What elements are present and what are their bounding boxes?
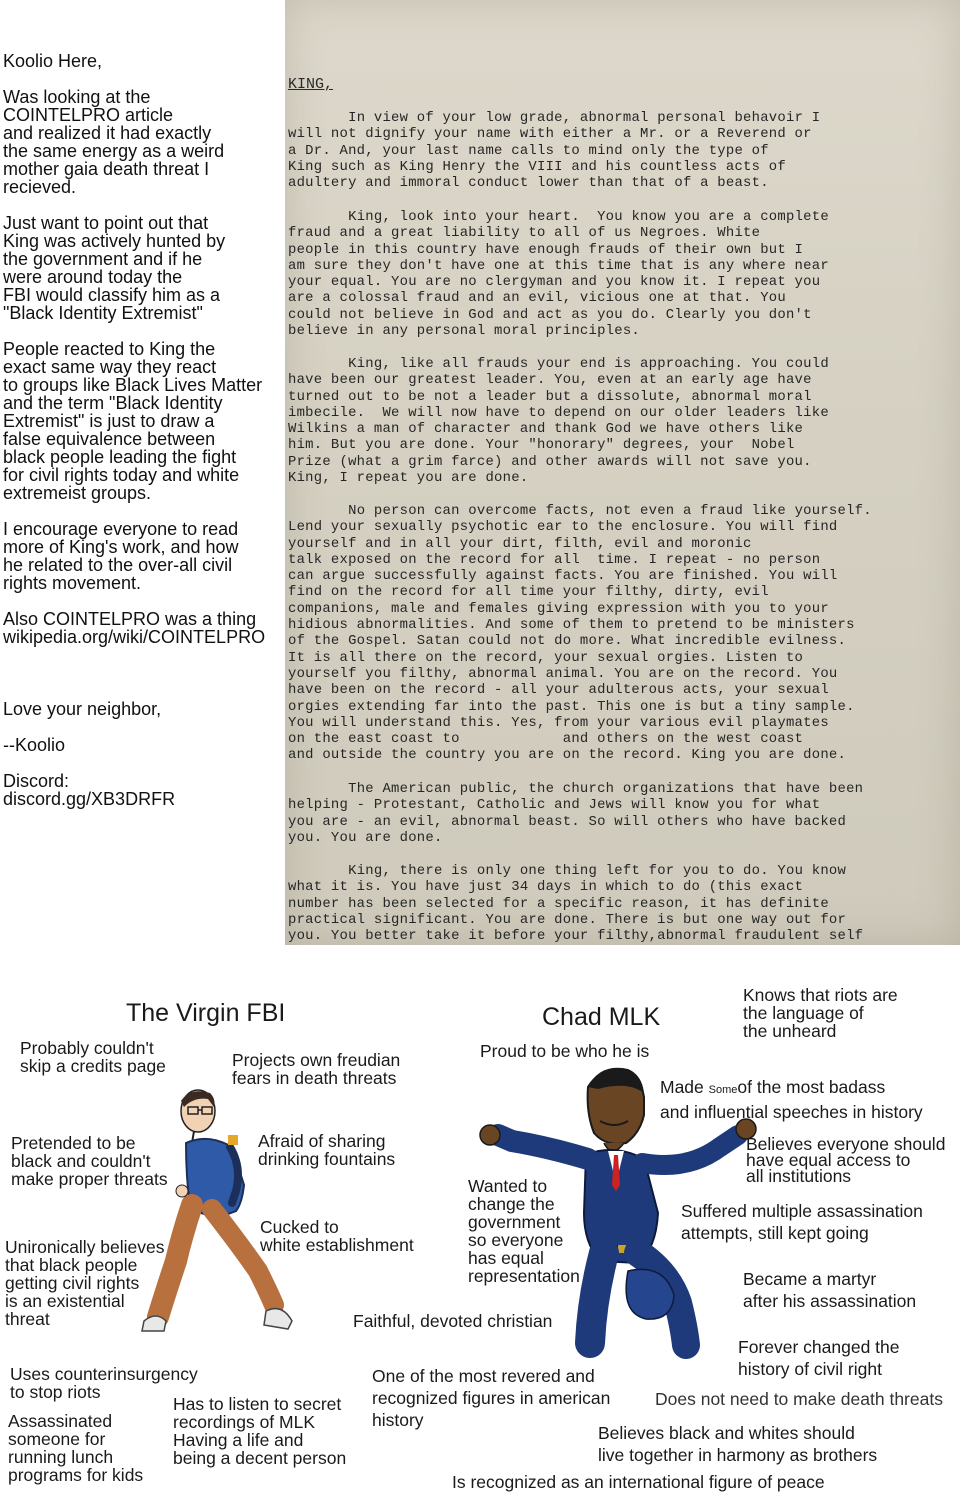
chad-label-revered: One of the most revered and recognized figures in american history bbox=[372, 1366, 611, 1430]
note-signature: --Koolio bbox=[3, 735, 66, 755]
virgin-label-assassinated: Assassinated someone for running lunch programs for kids bbox=[8, 1411, 144, 1485]
note-discord: Discord: discord.gg/XB3DRFR bbox=[3, 771, 176, 809]
virgin-label-cucked: Cucked to white establishment bbox=[260, 1217, 414, 1255]
chad-label-harmony: Believes black and whites should live together in harmony as brothers bbox=[598, 1423, 878, 1465]
chad-label-no-threats: Does not need to make death threats bbox=[655, 1389, 943, 1409]
chad-label-forever-changed: Forever changed the history of civil right bbox=[738, 1337, 900, 1379]
note-paragraph-5: Also COINTELPRO was a thing wikipedia.org/wiki/COINTELPRO bbox=[3, 609, 266, 647]
chad-label-change-government: Wanted to change the government so everyone has equal representation bbox=[468, 1176, 580, 1286]
chad-label-assassination-attempts: Suffered multiple assassination attempts, still kept going bbox=[681, 1201, 923, 1243]
virgin-label-recordings: Has to listen to secret recordings of MLK Having a life and being a decent person bbox=[173, 1394, 347, 1468]
note-paragraph-4: I encourage everyone to read more of King's work, and how he related to the over-all civil rights movement. bbox=[3, 519, 239, 593]
chad-label-equal-access: Believes everyone should have equal access to all institutions bbox=[746, 1134, 946, 1186]
chad-speeches-post: of the most badass and influential speeches in history bbox=[660, 1077, 923, 1122]
note-greeting: Koolio Here, bbox=[3, 51, 103, 71]
note-paragraph-3: People reacted to King the exact same way they react to groups like Black Lives Matter and the term "Black Identity Extremist" is just to draw a false equivalence between black people leading the fight for civil rights today and white extremeist groups. bbox=[3, 339, 263, 503]
note-paragraph-1: Was looking at the COINTELPRO article and realized it had exactly the same energy as a weird mother gaia death threat I recieved. bbox=[3, 87, 225, 197]
chad-title: Chad MLK bbox=[542, 1003, 661, 1031]
letter-paragraph-1: In view of your low grade, abnormal personal behavoir I will not dignify your name with either a Mr. or a Reverend or a Dr. And, your last name calls to mind only the type of King such as King Henry the VIII and his countless acts of adultery and immoral conduct lower than that of a beast. bbox=[288, 110, 821, 192]
chad-label-proud: Proud to be who he is bbox=[480, 1041, 650, 1061]
letter-paragraph-4: No person can overcome facts, not even a fraud like yourself. Lend your sexually psychotic ear to the enclosure. You will find yourself and in all your dirt, filth, evil and moronic talk exposed on the record for all time. I repeat - no person can argue successfully against facts. You are finished. You will find on the record for all time your filthy, dirty, evil companions, male and females giving expression with you to your hidious abnormalities. And some of them to pretend to be ministers of the Gospel. Satan could not do more. What incredible evilness. It is all there on the record, your sexual orgies. Listen to yourself you filthy, abnormal animal. You are on the record. You have been on the record - all your adulterous acts, your sexual orgies extending far into the past. This one is but a tiny sample. You will understand this. Yes, from your various evil playmates on the east coast to and others on the west coast and outside the country you are on the record. King you are done. bbox=[288, 503, 872, 764]
chad-label-riots: Knows that riots are the language of the unheard bbox=[743, 985, 898, 1041]
letter-paragraph-5: The American public, the church organizations that have been helping - Protestant, Catholic and Jews will know you for what you are - an evil, abnormal beast. So will others who have backed you. You are done. bbox=[288, 781, 864, 846]
chad-label-martyr: Became a martyr after his assassination bbox=[743, 1269, 917, 1311]
virgin-label-unironically: Unironically believes that black people getting civil rights is an existential threat bbox=[5, 1237, 165, 1329]
letter-paragraph-2: King, look into your heart. You know you are a complete fraud and a great liability to all of us Negroes. White people in this country have enough frauds of their own but I am sure they don't have one at this time that is any where near your equal. You are no clergyman and you know it. I repeat you are a colossal fraud and an evil, vicious one at that. You could not believe in God and act as you do. Clearly you don't believe in any personal moral principles. bbox=[288, 209, 829, 340]
note-paragraph-2: Just want to point out that King was actively hunted by the government and if he were around today the FBI would classify him as a "Black Identity Extremist" bbox=[3, 213, 226, 323]
virgin-label-credits: Probably couldn't skip a credits page bbox=[20, 1038, 166, 1076]
virgin-label-counterinsurgency: Uses counterinsurgency to stop riots bbox=[10, 1364, 198, 1402]
chad-label-peace: Is recognized as an international figure of peace bbox=[452, 1472, 825, 1492]
chad-label-speeches bbox=[660, 1076, 923, 1123]
note-signoff: Love your neighbor, bbox=[3, 699, 162, 719]
virgin-figure bbox=[150, 1085, 310, 1345]
virgin-title: The Virgin FBI bbox=[126, 999, 286, 1027]
virgin-label-pretended: Pretended to be black and couldn't make proper threats bbox=[11, 1133, 168, 1189]
chad-label-christian: Faithful, devoted christian bbox=[353, 1311, 553, 1331]
fbi-letter-scan bbox=[285, 0, 960, 945]
letter-heading: KING, bbox=[288, 76, 334, 93]
virgin-label-freudian: Projects own freudian fears in death threats bbox=[232, 1050, 401, 1088]
virgin-vs-chad-meme bbox=[0, 945, 960, 1500]
letter-paragraph-6: King, there is only one thing left for you to do. You know what it is. You have just 34 days in which to do (this exact number has been selected for a specific reason, it has definite practical significant. You are done. There is but one way out for you. You better take it before your filthy,abnormal fraudulent self bbox=[288, 863, 864, 945]
letter-paragraph-3: King, like all frauds your end is approaching. You could have been our greatest leader. You, even at an early age have turned out to be not a leader but a dissolute, abnormal moral imbecile. We will now have to depend on our older leaders like Wilkins a man of character and thank God we have others like him. But you are done. Your "honorary" degrees, your Nobel Prize (what a grim farce) and other awards will not save you. King, I repeat you are done. bbox=[288, 356, 829, 487]
virgin-label-fountains: Afraid of sharing drinking fountains bbox=[258, 1131, 396, 1169]
author-note bbox=[0, 0, 285, 945]
chad-speeches-some: Some bbox=[708, 1084, 738, 1096]
chad-speeches-pre: Made bbox=[660, 1077, 709, 1097]
